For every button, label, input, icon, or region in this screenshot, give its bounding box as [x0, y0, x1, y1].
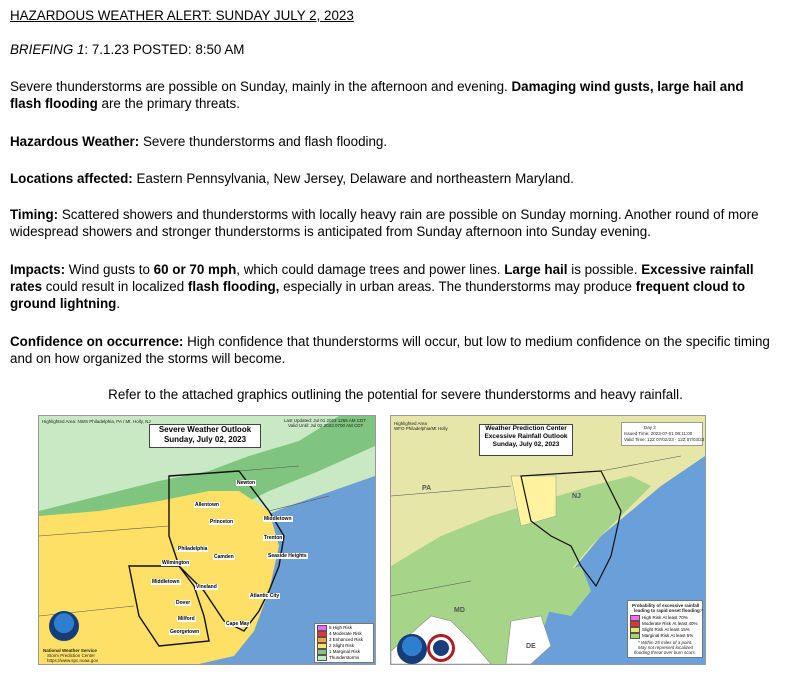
map2-header-left-1: Highlighted Area: [394, 421, 428, 426]
locations-paragraph: [10, 170, 778, 187]
city-label: Camden: [214, 554, 234, 560]
map1-footer-3: https://www.spc.noaa.gov: [47, 658, 99, 663]
legend-row: [317, 655, 359, 660]
state-label: PA: [422, 485, 432, 492]
impacts-text-4: could result in localized: [42, 279, 188, 294]
hazardous-label: Hazardous Weather:: [10, 134, 140, 149]
legend-label: High Risk: [332, 625, 353, 630]
impacts-text-5: especially in urban areas. The thunderstorms may produce: [279, 279, 636, 294]
impacts-hail: Large hail: [504, 262, 568, 277]
excessive-rainfall-outlook-map: [390, 415, 706, 665]
impacts-text-2: , which could damage trees and power lines.: [236, 262, 505, 277]
timing-text: Scattered showers and thunderstorms with locally heavy rain are possible on Sunday morning. Another round of more widespread showers and stronger thunderstorms is anticipated from Sunday afternoon into Sunday evening.: [10, 207, 759, 239]
state-label: NJ: [572, 493, 581, 500]
map2-issued: Issued Time: 2023-07-01 08:11:00: [624, 431, 693, 436]
map1-legend: [314, 623, 374, 663]
map1-footer-2: Storm Prediction Center: [47, 653, 96, 658]
briefing-line: [10, 41, 244, 58]
map2-legend-note-1: * Within 25 miles of a point.: [638, 640, 693, 645]
severe-weather-outlook-map: [38, 415, 376, 665]
map1-title-2: Sunday, July 02, 2023: [163, 434, 247, 444]
legend-label: Moderate Risk: [642, 621, 672, 626]
legend-label: Thunderstorms: [329, 655, 360, 660]
locations-text: Eastern Pennsylvania, New Jersey, Delaware and northeastern Maryland.: [132, 171, 574, 186]
city-label: Milford: [178, 616, 195, 622]
city-label: Seaside Heights: [268, 553, 307, 559]
briefing-label: BRIEFING 1: [10, 42, 85, 57]
city-label: Philadelphia: [178, 546, 208, 552]
legend-num: 2: [329, 643, 332, 648]
legend-label: Enhanced Risk: [332, 637, 364, 642]
nws-logo-icon: [427, 634, 455, 662]
legend-pct: At least 70%: [662, 615, 688, 620]
summary-tail: are the primary threats.: [97, 96, 240, 111]
legend-label: Slight Risk: [642, 627, 664, 632]
map2-time-box: [621, 422, 703, 446]
city-label: Wilmington: [162, 560, 190, 566]
legend-label: High Risk: [642, 615, 662, 620]
map1-updated-1: Last Updated: Jul 01 2023 1255 AM CDT: [284, 418, 367, 423]
map2-legend-title-1: Probability of excessive rainfall: [632, 603, 700, 608]
impacts-flooding: flash flooding,: [187, 279, 280, 294]
map1-header-left: Highlighted Area: NWS Philadelphia, PA / Mt. Holly, NJ: [42, 419, 151, 424]
state-label: MD: [454, 607, 465, 614]
map1-title-box: [149, 424, 261, 448]
legend-swatch: [317, 655, 327, 661]
impacts-lightning: frequent cloud to ground lightning: [10, 279, 746, 311]
map2-header-left-2: WFO Philadelphia/Mt Holly: [394, 426, 448, 431]
city-label: Middletown: [264, 516, 292, 522]
impacts-paragraph: [10, 261, 778, 312]
summary-bold: Damaging wind gusts, large hail and flash flooding: [10, 79, 744, 111]
city-label: Georgetown: [170, 629, 200, 635]
legend-row: [630, 633, 693, 638]
map2-legend-note-2: May not represent localized: [638, 645, 694, 650]
legend-pct: At least 40%: [672, 621, 698, 626]
briefing-text: : 7.1.23 POSTED: 8:50 AM: [84, 42, 245, 57]
hazardous-paragraph: [10, 133, 778, 150]
legend-pct: At least 5%: [670, 633, 694, 638]
impacts-wind-speed: 60 or 70 mph: [153, 262, 237, 277]
map2-legend-note-3: flooding threat over burn scars.: [634, 650, 697, 655]
legend-label: Moderate Risk: [332, 631, 362, 636]
hazardous-text: Severe thunderstorms and flash flooding.: [139, 134, 388, 149]
legend-label: Marginal Risk: [332, 649, 361, 654]
impacts-text-6: .: [116, 296, 121, 311]
map1-title-1: Severe Weather Outlook: [158, 425, 252, 434]
legend-num: 5: [329, 625, 332, 630]
confidence-text: High confidence that thunderstorms will occur, but low to medium confidence on the specific timing and on how organized the storms will become.: [10, 334, 770, 366]
noaa-logo-icon: [397, 634, 427, 664]
summary-text: Severe thunderstorms are possible on Sunday, mainly in the afternoon and evening.: [10, 79, 512, 94]
legend-swatch: [630, 633, 640, 639]
map2-title-1: Weather Prediction Center: [485, 425, 567, 432]
city-label: Cape May: [226, 621, 250, 627]
state-label: DE: [526, 643, 536, 650]
map2-title-3: Sunday, July 02, 2023: [492, 441, 560, 448]
city-label: Atlantic City: [250, 593, 280, 599]
city-label: Trenton: [264, 535, 283, 541]
legend-num: 3: [329, 637, 332, 642]
impacts-label: Impacts:: [10, 262, 66, 277]
timing-label: Timing:: [10, 207, 59, 222]
city-label: Allentown: [195, 502, 219, 508]
map2-day: Day 2: [644, 425, 656, 430]
legend-label: Marginal Risk: [642, 633, 670, 638]
map1-footer-1: National Weather Service: [43, 648, 97, 653]
impacts-rainfall: Excessive rainfall rates: [10, 262, 754, 294]
impacts-text-1: Wind gusts to: [65, 262, 154, 277]
map2-legend-title-2: leading to rapid onset flooding:*: [634, 608, 703, 613]
city-label: Dover: [176, 600, 191, 606]
city-label: Newton: [237, 480, 256, 486]
confidence-label: Confidence on occurrence:: [10, 334, 184, 349]
legend-label: Slight Risk: [332, 643, 355, 648]
city-label: Vineland: [196, 584, 217, 590]
timing-paragraph: [10, 206, 778, 240]
noaa-logo-icon: [49, 611, 79, 641]
city-label: Middletown: [152, 579, 180, 585]
map1-updated-2: Valid Until: Jul 02 2023 0700 AM CDT: [288, 423, 364, 428]
refer-line: Refer to the attached graphics outlining the potential for severe thunderstorms and heavy rainfall.: [108, 387, 683, 402]
map2-valid: Valid Time: 12Z 07/02/23 - 12Z 07/03/23: [624, 437, 705, 442]
legend-num: 4: [329, 631, 332, 636]
impacts-text-3: is possible.: [567, 262, 642, 277]
legend-num: 1: [329, 649, 332, 654]
map2-title-2: Excessive Rainfall Outlook: [484, 433, 568, 440]
map2-title-box: [479, 424, 573, 456]
confidence-paragraph: [10, 333, 778, 367]
locations-label: Locations affected:: [10, 171, 133, 186]
city-label: Princeton: [210, 519, 234, 525]
legend-pct: At least 15%: [664, 627, 690, 632]
summary-paragraph: [10, 78, 778, 112]
map2-legend: [627, 600, 703, 658]
page-title: HAZARDOUS WEATHER ALERT: SUNDAY JULY 2, 2023: [10, 8, 354, 23]
